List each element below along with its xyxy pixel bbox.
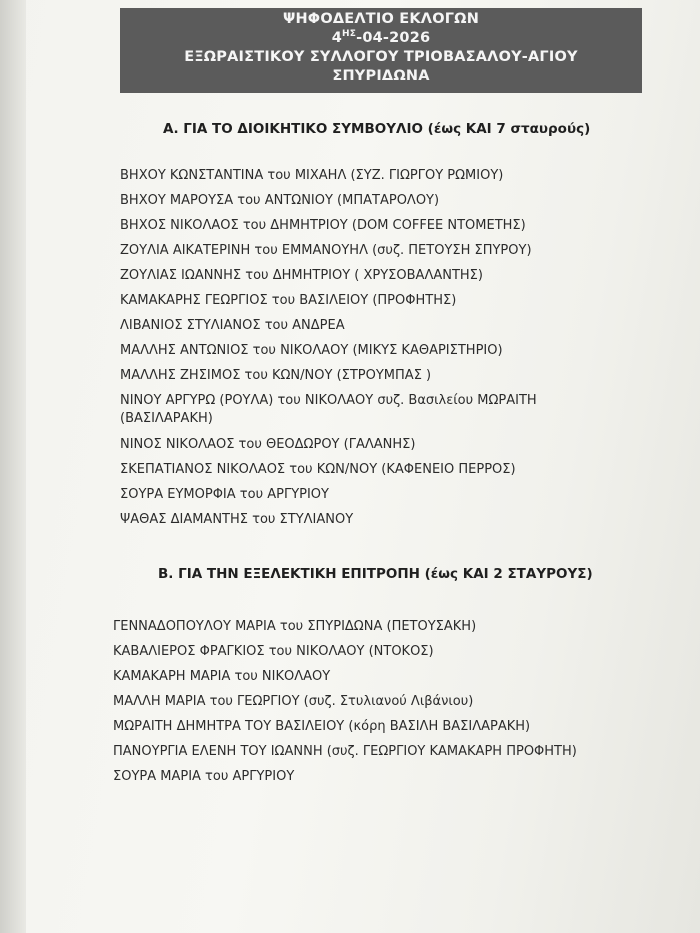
committee-candidate-list: [113, 614, 653, 789]
candidate-item: ΚΑΒΑΛΙΕΡΟΣ ΦΡΑΓΚΙΟΣ του ΝΙΚΟΛΑΟΥ (ΝΤΟΚΟΣ): [113, 644, 434, 659]
candidate-item: ΒΗΧΟΥ ΜΑΡΟΥΣΑ του ΑΝΤΩΝΙΟΥ (ΜΠΑΤΑΡΟΛΟΥ): [120, 193, 440, 208]
candidate-item: ΨΑΘΑΣ ΔΙΑΜΑΝΤΗΣ του ΣΤΥΛΙΑΝΟΥ: [120, 512, 354, 527]
ballot-header-banner: [120, 8, 642, 93]
association-name: ΕΞΩΡΑΙΣΤΙΚΟΥ ΣΥΛΛΟΓΟΥ ΤΡΙΟΒΑΣΑΛΟΥ-ΑΓΙΟΥ: [184, 49, 578, 65]
page-edge-shadow: [0, 0, 26, 933]
section-a-title: Α. ΓΙΑ ΤΟ ΔΙΟΙΚΗΤΙΚΟ ΣΥΜΒΟΥΛΙΟ (έως ΚΑΙ 7 σταυρούς): [163, 121, 591, 137]
candidate-item: ΠΑΝΟΥΡΓΙΑ ΕΛΕΝΗ ΤΟΥ ΙΩΑΝΝΗ (συζ. ΓΕΩΡΓΙΟΥ ΚΑΜΑΚΑΡΗ ΠΡΟΦΗΤΗ): [113, 744, 577, 759]
ballot-title: ΨΗΦΟΔΕΛΤΙΟ ΕΚΛΟΓΩΝ: [282, 11, 480, 27]
candidate-item: ΚΑΜΑΚΑΡΗ ΜΑΡΙΑ του ΝΙΚΟΛΑΟΥ: [113, 669, 331, 684]
candidate-item: ΛΙΒΑΝΙΟΣ ΣΤΥΛΙΑΝΟΣ του ΑΝΔΡΕΑ: [120, 318, 345, 333]
candidate-item: ΣΟΥΡΑ ΜΑΡΙΑ του ΑΡΓΥΡΙΟΥ: [113, 769, 295, 784]
candidate-item: ΜΑΛΛΗ ΜΑΡΙΑ του ΓΕΩΡΓΙΟΥ (συζ. Στυλιανού Λιβάνιου): [113, 694, 474, 709]
candidate-item: ΖΟΥΛΙΑ ΑΙΚΑΤΕΡΙΝΗ του ΕΜΜΑΝΟΥΗΛ (συζ. ΠΕΤΟΥΣΗ ΣΠΥΡΟΥ): [120, 243, 532, 258]
candidate-item: ΝΙΝΟΣ ΝΙΚΟΛΑΟΣ του ΘΕΟΔΩΡΟΥ (ΓΑΛΑΝΗΣ): [120, 437, 416, 452]
candidate-item: ΜΑΛΛΗΣ ΑΝΤΩΝΙΟΣ του ΝΙΚΟΛΑΟΥ (ΜΙΚΥΣ ΚΑΘΑΡΙΣΤΗΡΙΟ): [120, 343, 503, 358]
date-day: 4: [331, 30, 343, 46]
candidate-item: ΖΟΥΛΙΑΣ ΙΩΑΝΝΗΣ του ΔΗΜΗΤΡΙΟΥ ( ΧΡΥΣΟΒΑΛΑΝΤΗΣ): [120, 268, 483, 283]
candidate-item: ΝΙΝΟΥ ΑΡΓΥΡΩ (ΡΟΥΛΑ) του ΝΙΚΟΛΑΟΥ συζ. Βασιλείου ΜΩΡΑΙΤΗ (ΒΑΣΙΛΑΡΑΚΗ): [120, 393, 537, 426]
candidate-item: ΜΩΡΑΙΤΗ ΔΗΜΗΤΡΑ ΤΟΥ ΒΑΣΙΛΕΙΟΥ (κόρη ΒΑΣΙΛΗ ΒΑΣΙΛΑΡΑΚΗ): [113, 719, 531, 734]
board-candidate-list: [120, 163, 560, 532]
date-rest: -04-2026: [356, 30, 431, 46]
association-name-cont: ΣΠΥΡΙΔΩΝΑ: [332, 68, 430, 84]
candidate-item: ΜΑΛΛΗΣ ΖΗΣΙΜΟΣ του ΚΩΝ/ΝΟΥ (ΣΤΡΟΥΜΠΑΣ ): [120, 368, 432, 383]
candidate-item: ΒΗΧΟΥ ΚΩΝΣΤΑΝΤΙΝΑ του ΜΙΧΑΗΛ (ΣΥΖ. ΓΙΩΡΓΟΥ ΡΩΜΙΟΥ): [120, 168, 504, 183]
election-date: [120, 29, 642, 48]
date-superscript: ΗΣ: [342, 29, 357, 40]
candidate-item: ΣΚΕΠΑΤΙΑΝΟΣ ΝΙΚΟΛΑΟΣ του ΚΩΝ/ΝΟΥ (ΚΑΦΕΝΕΙΟ ΠΕΡΡΟΣ): [120, 462, 516, 477]
candidate-item: ΒΗΧΟΣ ΝΙΚΟΛΑΟΣ του ΔΗΜΗΤΡΙΟΥ (DOM COFFEE ΝΤΟΜΕΤΗΣ): [120, 218, 526, 233]
candidate-item: ΓΕΝΝΑΔΟΠΟΥΛΟΥ ΜΑΡΙΑ του ΣΠΥΡΙΔΩΝΑ (ΠΕΤΟΥΣΑΚΗ): [113, 619, 477, 634]
candidate-item: ΚΑΜΑΚΑΡΗΣ ΓΕΩΡΓΙΟΣ του ΒΑΣΙΛΕΙΟΥ (ΠΡΟΦΗΤΗΣ): [120, 293, 457, 308]
candidate-item: ΣΟΥΡΑ ΕΥΜΟΡΦΙΑ του ΑΡΓΥΡΙΟΥ: [120, 487, 329, 502]
section-b-title: Β. ΓΙΑ ΤΗΝ ΕΞΕΛΕΚΤΙΚΗ ΕΠΙΤΡΟΠΗ (έως ΚΑΙ 2 ΣΤΑΥΡΟΥΣ): [158, 566, 593, 582]
